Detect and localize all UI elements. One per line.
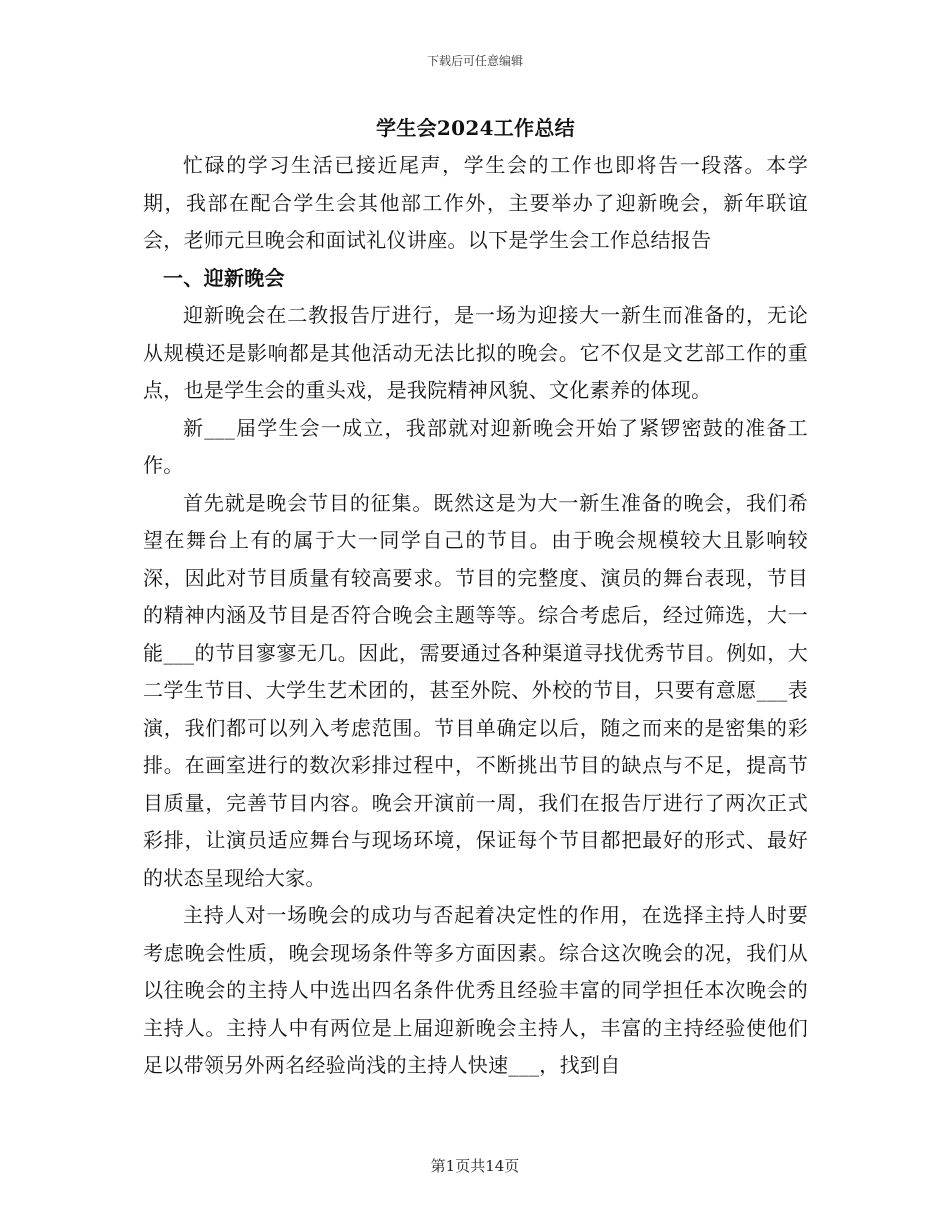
paragraph-program-collection: 首先就是晚会节目的征集。既然这是为大一新生准备的晚会，我们希望在舞台上有的属于大一同学自己的节目。由于晚会规模较大且影响较深，因此对节目质量有较高要求。节目的完整度、演员的舞台表现，节目的精神内涵及节目是否符合晚会主题等等。综合考虑后，经过筛选，大一能___的节目寥寥无几。因此，需要通过各种渠道寻找优秀节目。例如，大二学生节目、大学生艺术团的，甚至外院、外校的节目，只要有意愿___表演，我们都可以列入考虑范围。节目单确定以后，随之而来的是密集的彩排。在画室进行的数次彩排过程中，不断挑出节目的缺点与不足，提高节目质量，完善节目内容。晚会开演前一周，我们在报告厅进行了两次正式彩排，让演员适应舞台与现场环境，保证每个节目都把最好的形式、最好的状态呈现给大家。 — [143, 490, 808, 890]
document-body — [143, 110, 808, 1085]
section-heading-welcome-party: 一、迎新晚会 — [163, 265, 285, 290]
paragraph-hosts: 主持人对一场晚会的成功与否起着决定性的作用，在选择主持人时要考虑晚会性质，晚会现场条件等多方面因素。综合这次晚会的况，我们从以往晚会的主持人中选出四名条件优秀且经验丰富的同学担任本次晚会的主持人。主持人中有两位是上届迎新晚会主持人，丰富的主持经验使他们足以带领另外两名经验尚浅的主持人快速___，找到自 — [143, 903, 808, 1077]
page-number: 第1页共14页 — [430, 1157, 520, 1175]
paragraph-preparation-start: 新___届学生会一成立，我部就对迎新晚会开始了紧锣密鼓的准备工作。 — [143, 415, 808, 477]
paragraph-welcome-party-overview: 迎新晚会在二教报告厅进行，是一场为迎接大一新生而准备的，无论从规模还是影响都是其他活动无法比拟的晚会。它不仅是文艺部工作的重点，也是学生会的重头戏，是我院精神风貌、文化素养的体现。 — [143, 303, 808, 402]
paragraph-intro: 忙碌的学习生活已接近尾声，学生会的工作也即将告一段落。本学期，我部在配合学生会其他部工作外，主要举办了迎新晚会，新年联谊会，老师元旦晚会和面试礼仪讲座。以下是学生会工作总结报告 — [143, 153, 808, 252]
page-header: 下载后可任意编辑 — [426, 54, 523, 68]
document-title: 学生会2024工作总结 — [376, 116, 575, 140]
